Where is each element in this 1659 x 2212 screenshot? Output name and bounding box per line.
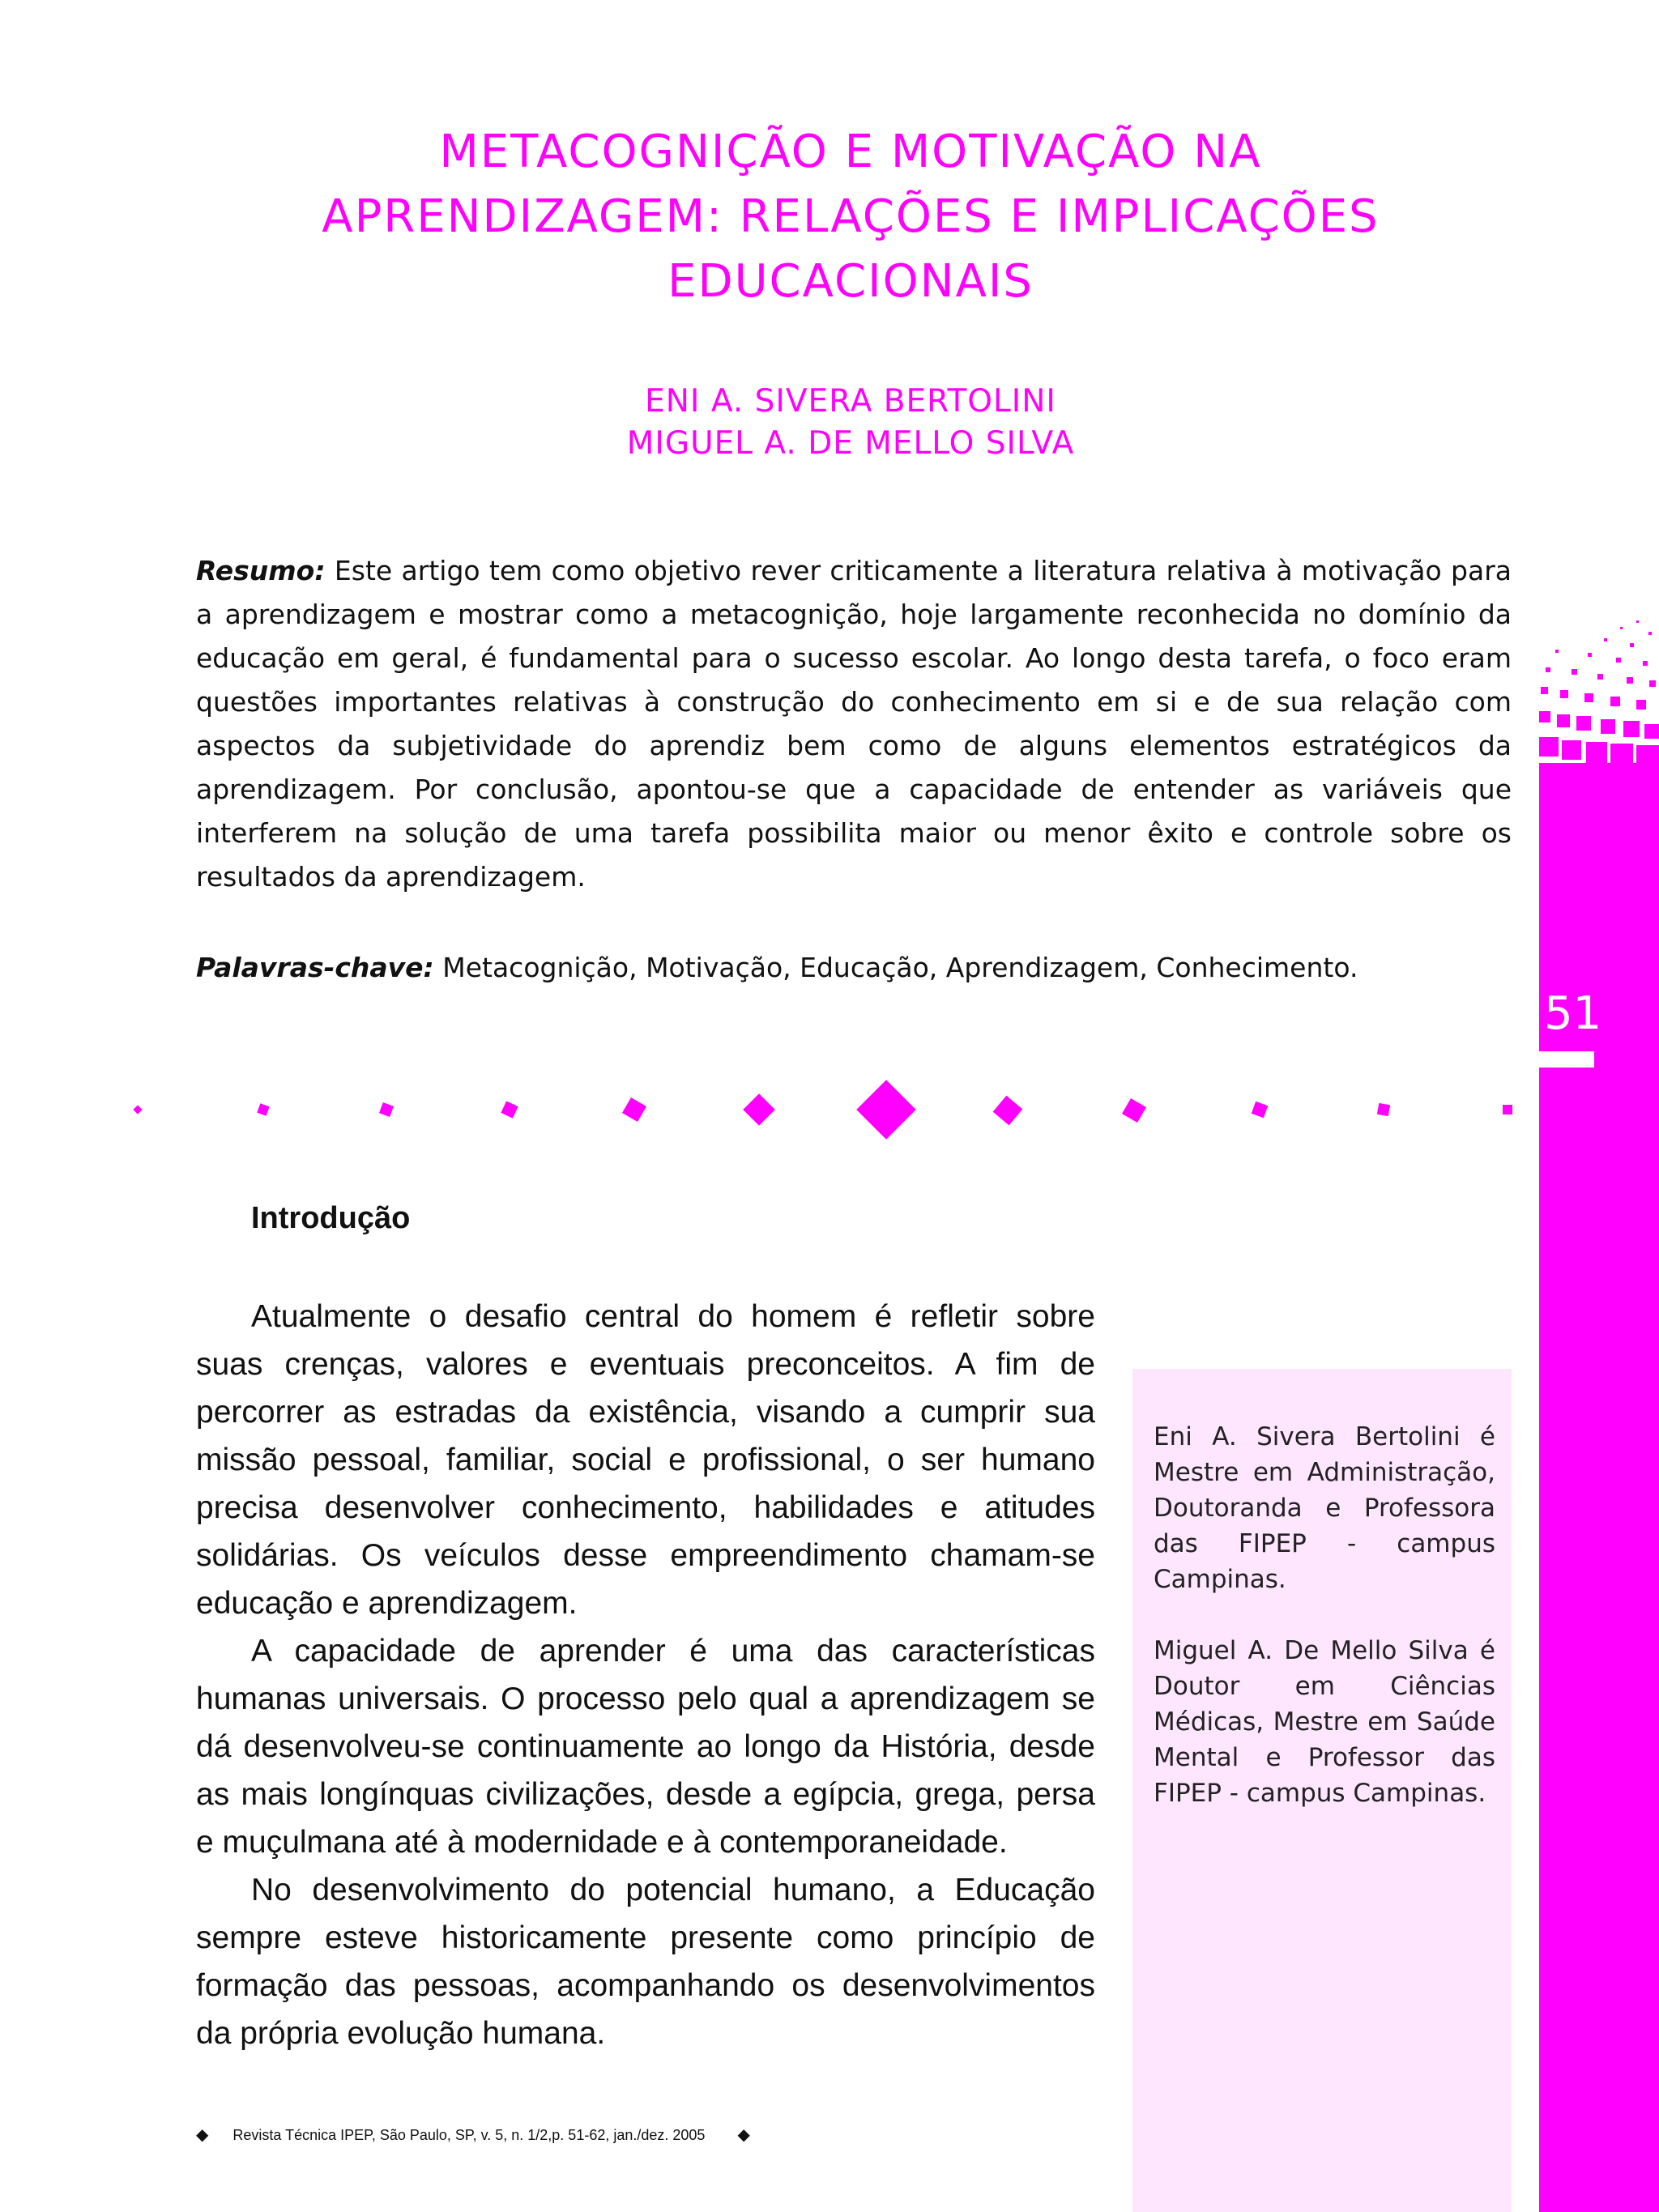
divider-diamond-6 xyxy=(743,1093,775,1126)
introduction-body xyxy=(196,1293,1095,2057)
abstract xyxy=(196,549,1512,899)
introduction-paragraph-1: Atualmente o desafio central do homem é refletir sobre suas crenças, valores e eventuais preconceitos. A fim de percorrer as estradas da existência, visando a cumprir sua missão pessoal, familiar, social e profissional, o ser humano precisa desenvolver conhecimento, habilidades e atitudes solidárias. Os veículos desse empreendimento chamam-se educação e aprendizagem. xyxy=(196,1299,1095,1621)
title-line-2: APRENDIZAGEM: RELAÇÕES E IMPLICAÇÕES xyxy=(322,190,1380,243)
abstract-text: Este artigo tem como objetivo rever criticamente a literatura relativa à motivação para a aprendizagem e mostrar como a metacognição, hoje largamente reconhecida no domínio da educação em geral, é fundamental para o sucesso escolar. Ao longo desta tarefa, o foco eram questões importantes relativas à construção do conhecimento em si e de sua relação com aspectos da subjetividade do aprendiz bem como de alguns elementos estratégicos da aprendizagem. Por conclusão, apontou-se que a capacidade de entender as variáveis que interferem na solução de uma tarefa possibilita maior ou menor êxito e controle sobre os resultados da aprendizagem. xyxy=(196,555,1512,893)
introduction-paragraph-3: No desenvolvimento do potencial humano, a Educação sempre esteve historicamente presente como princípio de formação das pessoas, acompanhando os desenvolvimentos da própria evolução humana. xyxy=(196,1873,1095,2051)
divider-diamond-12 xyxy=(1503,1105,1512,1115)
footer-citation xyxy=(196,2124,750,2146)
author-bio-2: Miguel A. De Mello Silva é Doutor em Ciências Médicas, Mestre em Saúde Mental e Professor das FIPEP - campus Campinas. xyxy=(1154,1636,1495,1808)
author-bios xyxy=(1154,1419,1495,1847)
abstract-label: Resumo: xyxy=(196,555,326,586)
article-title xyxy=(162,120,1539,314)
divider-diamond-9 xyxy=(1122,1098,1146,1123)
keywords xyxy=(196,946,1512,990)
introduction-heading: Introdução xyxy=(251,1201,411,1235)
divider-diamond-1 xyxy=(133,1105,142,1114)
divider-diamond-10 xyxy=(1252,1102,1269,1119)
author-2: MIGUEL A. DE MELLO SILVA xyxy=(626,425,1075,462)
author-list xyxy=(324,381,1377,465)
divider-diamond-2 xyxy=(257,1103,269,1115)
introduction-paragraph-2: A capacidade de aprender é uma das características humanas universais. O processo pelo qual a aprendizagem se dá desenvolveu-se continuamente ao longo da História, desde as mais longínquas civilizações, desde a egípcia, grega, persa e muçulmana até à modernidade e à contemporaneidade. xyxy=(196,1634,1095,1860)
keywords-label: Palavras-chave: xyxy=(196,952,434,983)
page-number: 51 xyxy=(1544,987,1602,1040)
title-line-1: METACOGNIÇÃO E MOTIVAÇÃO NA xyxy=(439,126,1262,178)
author-1: ENI A. SIVERA BERTOLINI xyxy=(645,383,1056,420)
page-number-underline xyxy=(1539,1051,1594,1068)
decorative-pixel-pattern xyxy=(1539,616,1659,786)
keywords-text: Metacognição, Motivação, Educação, Aprendizagem, Conhecimento. xyxy=(442,952,1358,983)
divider-diamond-5 xyxy=(622,1097,646,1122)
divider-diamond-7 xyxy=(856,1080,916,1140)
author-bio-1: Eni A. Sivera Bertolini é Mestre em Administração, Doutoranda e Professora das FIPEP - campus Campinas. xyxy=(1154,1422,1495,1594)
divider-diamond-4 xyxy=(501,1101,518,1118)
footer-diamond-left-icon: ◆ xyxy=(196,2126,209,2144)
title-line-3: EDUCACIONAIS xyxy=(667,255,1034,308)
divider-diamond-11 xyxy=(1377,1103,1390,1116)
diamond-divider xyxy=(0,1053,1539,1166)
citation-text: Revista Técnica IPEP, São Paulo, SP, v. 5, n. 1/2,p. 51-62, jan./dez. 2005 xyxy=(232,2127,706,2143)
divider-diamond-3 xyxy=(379,1102,394,1117)
footer-diamond-right-icon: ◆ xyxy=(737,2126,750,2144)
divider-diamond-8 xyxy=(993,1096,1023,1126)
